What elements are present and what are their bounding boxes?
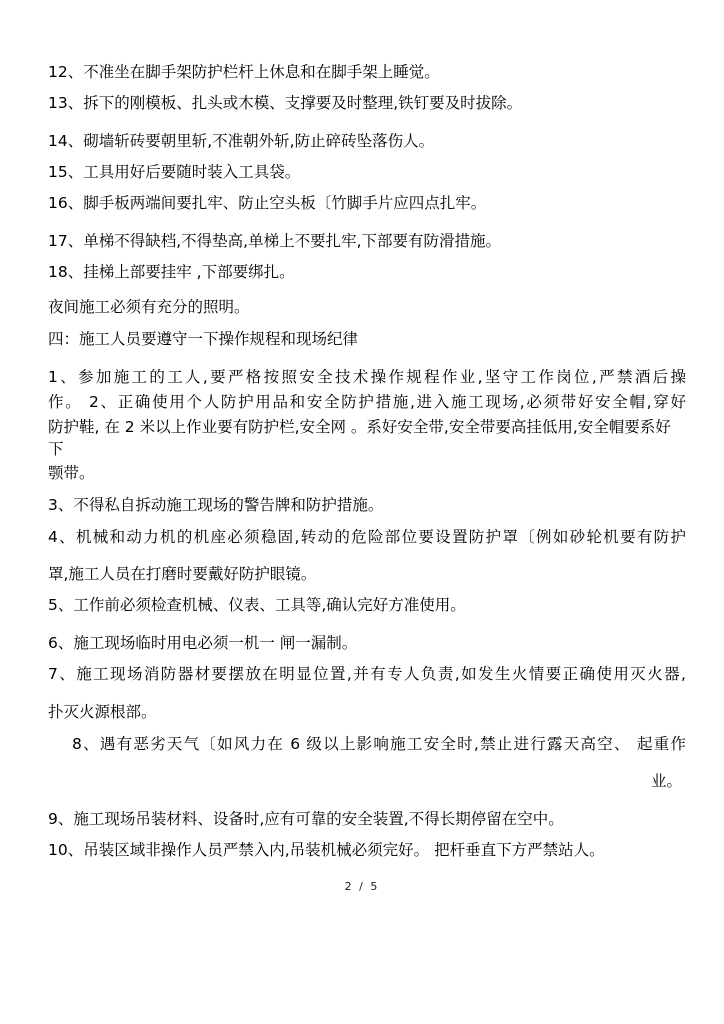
text-line-rule-8-end: 业。: [650, 772, 682, 790]
section-heading-4: 四：施工人员要遵守一下操作规程和现场纪律: [48, 330, 359, 348]
text-line-rule-2-start: 作。 2、正确使用个人防护用品和安全防护措施,进入施工现场,必须带好安全帽,穿好: [48, 393, 686, 411]
text-line-item-12: 12、不准坐在脚手架防护栏杆上休息和在脚手架上睡觉。: [48, 63, 440, 81]
text-line-rule-6: 6、施工现场临时用电必须一机一 闸一漏制。: [48, 634, 358, 652]
text-line-rule-4-end: 罩,施工人员在打磨时要戴好防护眼镜。: [48, 565, 317, 583]
text-line-rule-10: 10、吊装区域非操作人员严禁入内,吊装机械必须完好。 把杆垂直下方严禁站人。: [48, 841, 605, 859]
text-line-item-13: 13、拆下的刚模板、扎头或木模、支撑要及时整理,铁钉要及时拔除。: [48, 94, 523, 112]
text-line-rule-7-end: 扑灭火源根部。: [48, 703, 157, 721]
text-line-night-lighting: 夜间施工必须有充分的照明。: [48, 298, 250, 316]
text-line-rule-7: 7、施工现场消防器材要摆放在明显位置,并有专人负责,如发生火情要正确使用灭火器,: [48, 665, 686, 683]
text-line-rule-3: 3、不得私自拆动施工现场的警告牌和防护措施。: [48, 496, 384, 514]
text-line-item-15: 15、工具用好后要随时装入工具袋。: [48, 163, 301, 181]
text-line-rule-8: 8、遇有恶劣天气〔如风力在 6 级以上影响施工安全时,禁止进行露天高空、 起重作: [72, 735, 686, 753]
text-line-rule-4: 4、机械和动力机的机座必须稳固,转动的危险部位要设置防护罩〔例如砂轮机要有防护: [48, 528, 686, 546]
text-line-rule-5: 5、工作前必须检查机械、仪表、工具等,确认完好方准使用。: [48, 596, 466, 614]
text-line-item-14: 14、砌墙斩砖要朝里斩,不准朝外斩,防止碎砖坠落伤人。: [48, 132, 435, 150]
text-line-rule-1: 1、参加施工的工人,要严格按照安全技术操作规程作业,坚守工作岗位,严禁酒后操: [48, 368, 686, 386]
text-line-item-18: 18、挂梯上部要挂牢 ,下部要绑扎。: [48, 263, 295, 281]
page-number: 2 / 5: [344, 880, 380, 893]
text-line-rule-9: 9、施工现场吊装材料、设备时,应有可靠的安全装置,不得长期停留在空中。: [48, 810, 564, 828]
text-line-rule-2-end: 颚带。: [48, 464, 95, 482]
text-line-rule-2-continued: 防护鞋, 在 2 米以上作业要有防护栏,安全网 。系好安全带,安全带要高挂低用,安全帽要系好下: [48, 418, 671, 458]
text-line-item-17: 17、单梯不得缺档,不得垫高,单梯上不要扎牢,下部要有防滑措施。: [48, 232, 502, 250]
text-line-item-16: 16、脚手板两端间要扎牢、防止空头板〔竹脚手片应四点扎牢。: [48, 194, 487, 212]
